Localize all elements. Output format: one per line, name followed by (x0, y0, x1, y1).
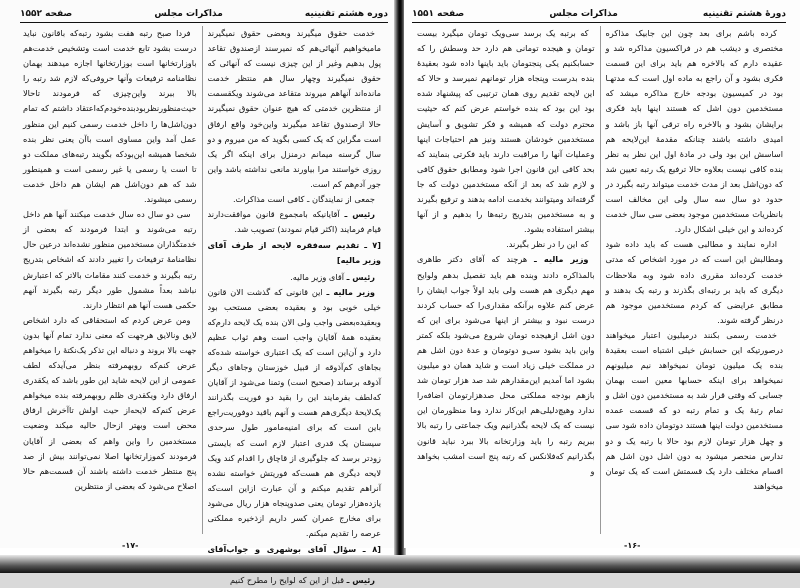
paragraph: جمعی از نمایندگان ـ کافی است مذاکرات. (232, 194, 375, 205)
session-label: دورهٔ هشتم تقنینیه (702, 9, 786, 19)
speech-paragraph (208, 207, 382, 237)
column-right (601, 26, 789, 534)
section-heading: [۷ ـ تقدیم سه‌فقره لایحه از طرف آقای وزیر مالیه] (207, 240, 381, 266)
speech-paragraph (208, 285, 382, 542)
speaker-name: رئیس ـ (344, 209, 375, 220)
speaker-name: وزیر مالیه ـ (326, 286, 375, 297)
speech-text: آقای وزیر مالیه. (290, 271, 345, 282)
speech-paragraph (208, 573, 382, 588)
paragraph: سی دو سال ده سال خدمت میکنند آنها هم داخل رتبه می‌شوند و ابتدا فرمودند که بعضی از خدمتگذاران مستخدمین منظور نشده‌اند درعین حال نظامنامهٔ ترفیعات را تغییر دادند که اشخاص بتدریج رتبه بگیرند و خدمت کنند مقامات بالاتر که اعتبارش نباشد بعداً مشمول طور دیگر رتبه بگیرند آنهم حکمی هست آنها هم انتظار دارند. (23, 209, 197, 310)
session-label: دوره هشتم تقنینیه (304, 9, 388, 19)
speech-text: هرچند که آقای دکتر طاهری بالمذاکره دادند وبنده هم باید تفصیل بدهم ولوایح مهم دیگری هم هست ولی باید اولاً جواب ایشان را عرض کنم علاوه برآنکه مقداری‌را که حساب کردند درست نبود و بیشتر از اینها می‌شود برای این که دون اشل ازهیجده تومان شروع می‌شود بلکه کمتر واین باید بشود سی‌و دوتومان و عدهٔ دون اشل هم در مملکت خیلی زیاد است و شاید همان دو میلیون بشود اما آمدیم این‌مقدارهم شد صد هزار تومان شد بازهم بودجه مملکتی محل صدهزارتومان اضافه‌را ندارد وهیچ‌دلیلی‌هم این‌کار ندارد وما منظورمان این نیست که یک لایحه بگذرانیم ویک جماعتی را رتبه بالا ببریم رتبه را باید وزارتخانه بالا ببرد نباید قانون بگذرانیم که‌فلانکس که رتبه پنج است امشب بخواهد و (417, 254, 595, 476)
right-page (404, 0, 800, 548)
speaker-name: رئیس ـ (346, 575, 375, 586)
paragraph: که این را در نظر بگیرند. (506, 239, 589, 250)
speech-text: این قانونی که گذشت الان قانون خیلی خوبی بود و بعقیده بعضی مستحب بود وبعقیده‌بعضی واجب ولی الان بنده یک لایحه دارم‌که بعقیده همهٔ آقایان واجب است وهم ثواب عظیم دارد و آن‌این است که یک اعتباری خواسته شده‌که بجاهای کم‌آذوقه از قبیل خوزستان وجاهای دیگر آذوقه برساند (صحیح است) وتمنا می‌شود از آقایان که‌لطف بفرمایند این را بقید دو فوریت بگذرانند یک‌لایحهٔ دیگری‌هم هست و آنهم باقید دوفوریت‌راجع باین است که برای امنیه‌مامور طول سرحدی سیستان یک قدری اعتبار لازم است که بایستی زودتر برسد که جلوگیری از قاچاق را اقدام کند ویک لایحه دیگری هم هست‌که فوریتش خواسته نشده آنراهم تقدیم میکنم و آن عبارت ازاین است‌که یازده‌هزار تومان یعنی صدوپنجاه هزار ریال می‌شود برای مخارج عمران کسر داریم ازذخیره مملکتی عرصه را تقدیم میکنم. (207, 286, 381, 539)
page-label: صفحه ۱۵۵۱ (412, 9, 465, 19)
speaker-name: رئیس ـ (346, 271, 375, 282)
paragraph: خدمت رسمی بکنند درمیلیون اعتبار میخواهند درصورتیکه این حسابش خیلی اشتباه است بعقیدهٔ بنده یک میلیون تومان نمیخواهد نیم میلیونهم نمیخواهد برای اینکه حسابها معین است بهمان جسابی که وقتی قرار شد به مستخدمین دون اشل و تمام رتبهٔ یک و تمام رتبه دو که قسمت عمده مستخدمین دولت اینها هستند دوتومان داده شود سی و چهل هزار تومان لازم بود حالا با رتبه یک و دو تدارس منحصر میشود به دون اشل دون اشل هم اقسام مختلف دارد یک قسمتش است که یک تومان میخواهند (605, 329, 783, 491)
speech-paragraph (417, 252, 595, 478)
paragraph: که برتبه یک برسد سی‌ویک تومان میگیرد بیست تومان و هیجده تومانی هم دارد حد وسطش را که حسابکنیم یکی پنجتومان باید باینها داده شود بعقیدهٔ بنده بدرست وپنجاه هزار تومانهم نمیرسد و حالا که این لایحه تقدیم روی همان ترتیبی که پیشنهاد شده بود این بود که بنده خواستم عرض کنم که حیثیت محترم دولت که همیشه و فکر تشویق و آسایش مستخدمین خودشان هستند ونیز هم احتیاجات اینها وعملیات آنها را مراقبت دارند باید فکرتی بنمایند که بحد کافی این قانون اجرا شود ومطابق حقوق کافی و لازم شد که بعد از آنکه مستخدمین دولت که جا گرفته‌اند ومیتوانند بخدمت ادامه بدهند و ترفیع بگیرند و به مستخدمین بتدریج رتبه‌ها را بدهیم و از آنها بیشتر استفاده بشود. (417, 28, 595, 235)
right-page-columns (412, 26, 788, 534)
page-number: -۱۷- (122, 541, 139, 550)
left-page (0, 0, 396, 586)
speech-text: قبل از این که لوایح را مطرح کنیم (229, 575, 345, 586)
section-heading: [۸ ـ سؤال آقای بوشهری و جواب‌آقای (207, 544, 381, 555)
running-title: مذاکرات مجلس (154, 9, 223, 19)
left-page-header (20, 6, 388, 23)
scan-bottom-edge (0, 555, 800, 573)
right-page-header (412, 6, 786, 23)
column-right (203, 26, 387, 586)
paragraph: کرده باشم برای بعد چون این جابیک مذاکره مختصری و دیشب هم در فراکسیون مذاکره شد و عقیده دارم که بالاخره هم باید برای این قسمت فکری بشود و آن راجع به ماده اول است کـه مدتهـا بود در کمیسیون بودجه خارج مذاکره میشد که مستخدمین دون اشل که هستند اینها باید فکری برایشان بشود و بالاخره راه ترقی آنها باز باشد و امیدی داشته باشند چنانکه مقدمهٔ این‌لایحه هم اساسش این بود ولی در مادهٔ اول این نظر به نظر بنده کافی نیست بعلاوه حالا ترفیع یک رتبه تعیین شد که دون‌اشل بعد از مدت خدمت میتواند رتبه بگیرد در حدود دو سال سه سال ولی این مخالف است بانظریات مستخدمین موجود بعضی سی سال خدمت کرده‌اند و این خیلی اشکال دارد. (605, 28, 783, 235)
speaker-name: وزیر مالیه ـ (534, 254, 589, 265)
paragraph: ومن عرض کردم که استحقاقی که دارد اشخاص لایق ونالایق هرجهت که معنی ندارد تمام آنها بدون جهت بالا بروند و دنباله این تذکر یک‌نکتهٔ را میخواهم عرض کنم‌که روبهمرفته بنظر می‌آید‌که لطف عمومی از این لایحه شاید این طور باشد که یکقدری ارفاق دارد ویکقدری ظلم روبهمرفته بنده میخواهم عرض کنم‌که لایحه‌از حیث اولش تاآخرش ارفاق محض است وبهتر ازحال حالیه میکند وضعیت مستخدمین را واین واهم که بعضی از آقایان فرمودند کموزارتخانها اصلا نمی‌توانند بیش از صد پنج منتظر خدمت داشته باشند آن قسمت‌هم حالا اصلاح می‌شود که بعضی از منتظرین (23, 314, 197, 491)
page-label: صفحه ۱۵۵۲ (20, 9, 73, 19)
paragraph: اداره نمایند و مطالبی هست که باید داده شود ومطالبش این است که در مورد اشخاص که مدتی خدمت کرده‌اند مقرری داده شود وبه ملاحظات دیگری که باید بر رتبه‌ای بگذرند و رتبه یک بدهند و مطابق عرایضی که کردم مستخدمین موجود هم درنظر گرفته شوند. (605, 239, 783, 325)
page-number: -۱۶- (624, 541, 641, 550)
speech-paragraph (208, 270, 382, 285)
paragraph: فردا صبح رتبه هفت بشود رتبه‌که باقانون نباید درست بشود تابع خدمت است وتشخیص خدمت‌هم باوزارتخانها است بوزارتخانها اجازه میدهند بهمان نظامنامه ترفیعات وآنها حروفی‌که لازم شد رتبه را بالا ببرند واین‌چیزی که فرمودند تاحالا حیث‌منظورنظربود‌بنده‌خودم‌که‌اعتقاد داشتم که تمام دون‌اشل‌ها را داخل خدمت رسمی کنیم این منظور عمل آمد واین مساوی است باآن یعنی نظر بنده شخصا همیشه این‌بود‌که بگویند رتبه‌های مملکت دو تا است یا رسمی یا غیر رسمی است و همینطور شد که هم دون‌اشل هم ایشان هم داخل خدمت رسمی میشوند. (23, 28, 197, 205)
running-title: مذاکرات مجلس (549, 9, 618, 19)
column-left (412, 26, 601, 534)
paragraph: خدمت حقوق میگیرند وبعضی حقوق نمیگیرند مامیخواهیم آنهائی‌هم که نمیرسند ازصندوق تقاعد پول بدهیم وغیر از این چیزی نیست که آنهائی که حقوق نمیگیرند وچهار سال هم منتظر خدمت مانده‌اند آنهاهم میروند متقاعد می‌شوند ویکقسمت از منتظرین خدمتی که هیچ عنوان حقوق نمیگیرند حالا ازصندوق تقاعد میگیرند واین‌خود واقع ارفاق است مگراین که یک کسی بگوید که من میروم و دو سال گرسنه میمانم درمنزل برای اینکه اگر یک روزی خواستند مرا بیاورند مانعی نداشته باشد واین جور آدم‌هم کم است. (207, 28, 381, 189)
column-left (18, 26, 203, 534)
speech-text: آقایانیکه بامجموع قانون موافقت‌دارند قیام فرمایند (اکثر قیام نمودند) تصویب شد. (207, 209, 381, 235)
